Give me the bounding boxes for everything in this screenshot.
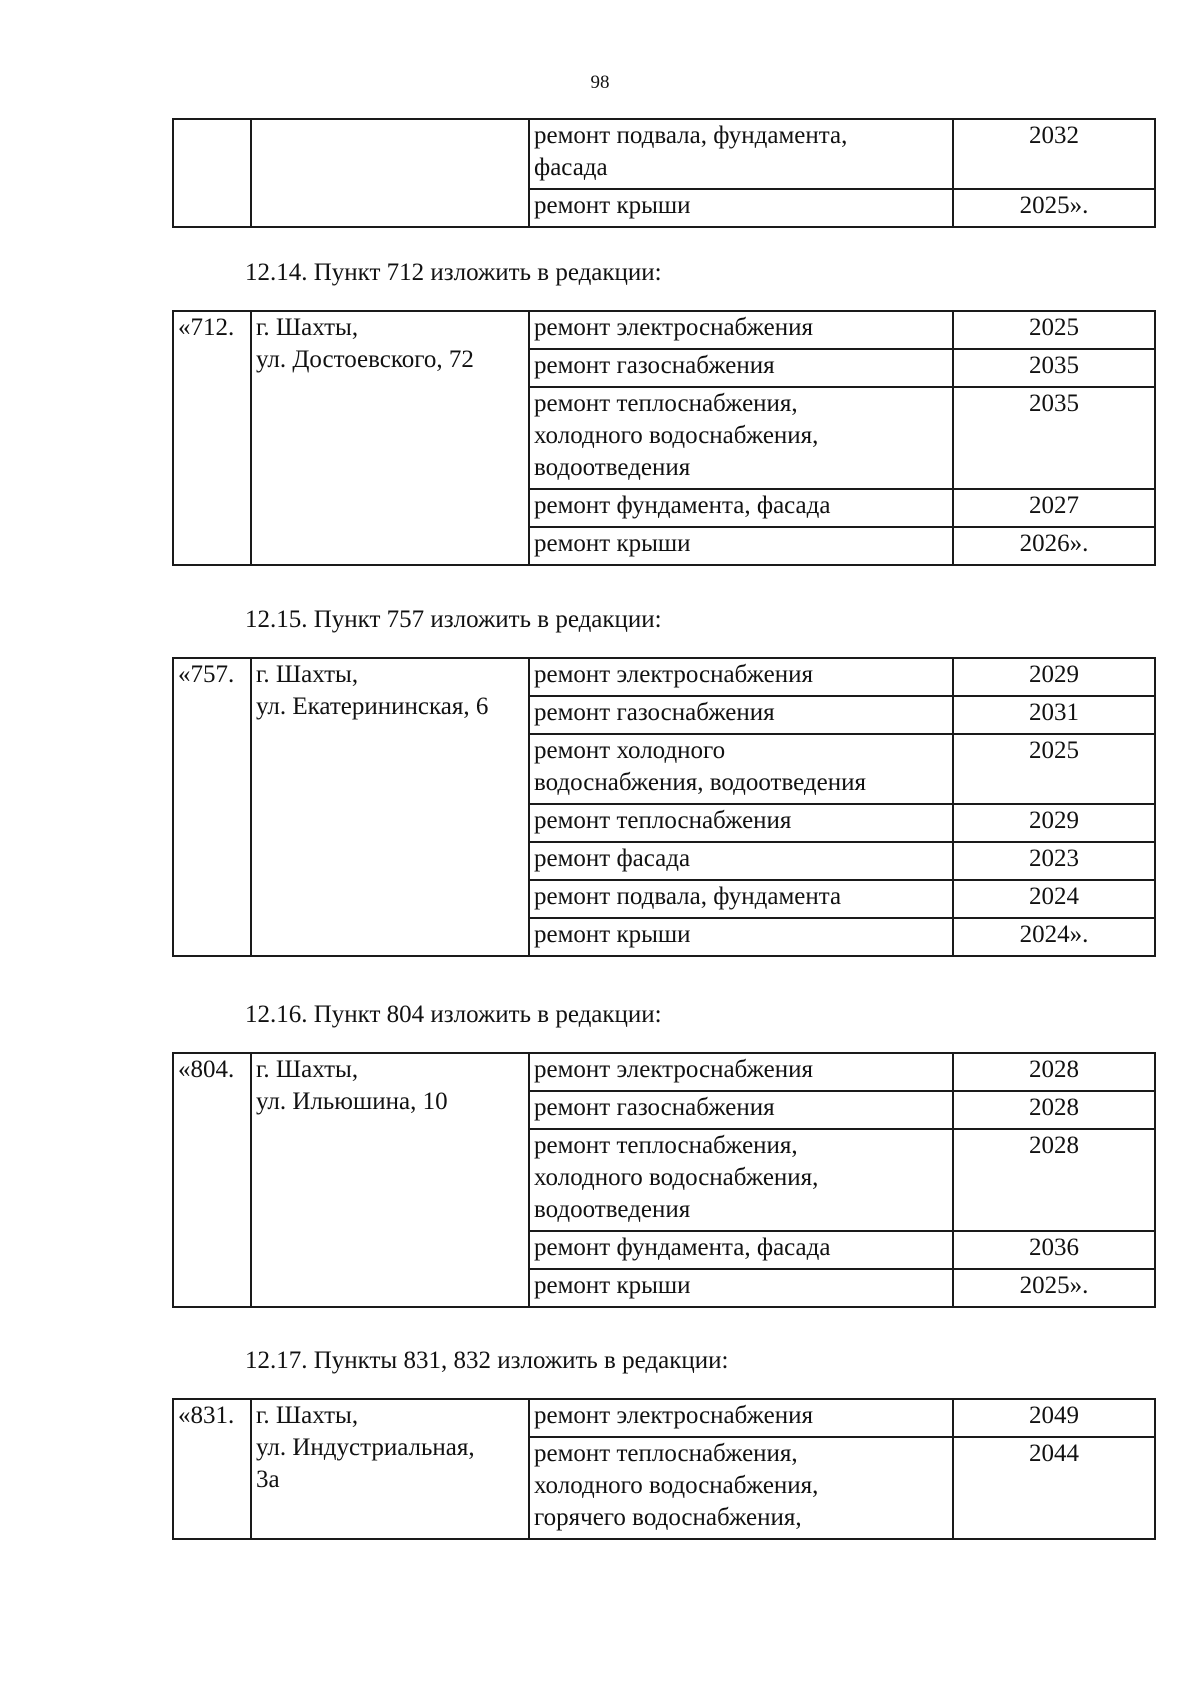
work-year: 2029: [953, 658, 1155, 696]
work-year: 2031: [953, 696, 1155, 734]
table-row: [173, 119, 1155, 189]
work-type: ремонт фасада: [529, 842, 953, 880]
work-year: 2036: [953, 1231, 1155, 1269]
amendment-heading-12-14: 12.14. Пункт 712 изложить в редакции:: [245, 259, 662, 286]
item-address: г. Шахты, ул. Индустриальная, 3а: [251, 1399, 529, 1539]
work-year: 2025».: [953, 189, 1155, 227]
work-type: ремонт подвала, фундамента, фасада: [529, 119, 953, 189]
item-number: «712.: [173, 311, 251, 565]
work-year: 2032: [953, 119, 1155, 189]
work-type: ремонт фундамента, фасада: [529, 1231, 953, 1269]
work-type: ремонт электроснабжения: [529, 1053, 953, 1091]
work-type: ремонт электроснабжения: [529, 658, 953, 696]
work-type: ремонт теплоснабжения, холодного водоснабжения, водоотведения: [529, 1129, 953, 1231]
work-year: 2025».: [953, 1269, 1155, 1307]
work-year: 2025: [953, 734, 1155, 804]
work-year: 2029: [953, 804, 1155, 842]
work-type: ремонт электроснабжения: [529, 311, 953, 349]
amendment-heading-12-17: 12.17. Пункты 831, 832 изложить в редакции:: [245, 1347, 729, 1374]
table-row: [173, 1399, 1155, 1437]
work-type: ремонт электроснабжения: [529, 1399, 953, 1437]
work-type: ремонт газоснабжения: [529, 696, 953, 734]
work-year: 2028: [953, 1053, 1155, 1091]
work-type: ремонт крыши: [529, 527, 953, 565]
table-row: [173, 311, 1155, 349]
works-table-831: [172, 1398, 1156, 1540]
works-table-712: [172, 310, 1156, 566]
item-number: «831.: [173, 1399, 251, 1539]
work-year: 2024».: [953, 918, 1155, 956]
work-year: 2049: [953, 1399, 1155, 1437]
item-number: «757.: [173, 658, 251, 956]
work-type: ремонт фундамента, фасада: [529, 489, 953, 527]
work-year: 2035: [953, 387, 1155, 489]
amendment-heading-12-16: 12.16. Пункт 804 изложить в редакции:: [245, 1001, 662, 1028]
work-year: 2024: [953, 880, 1155, 918]
work-type: ремонт теплоснабжения: [529, 804, 953, 842]
item-address: г. Шахты, ул. Екатерининская, 6: [251, 658, 529, 956]
work-type: ремонт крыши: [529, 918, 953, 956]
work-type: ремонт газоснабжения: [529, 349, 953, 387]
work-type: ремонт газоснабжения: [529, 1091, 953, 1129]
item-address: г. Шахты, ул. Достоевского, 72: [251, 311, 529, 565]
work-year: 2025: [953, 311, 1155, 349]
work-year: 2035: [953, 349, 1155, 387]
page-number: 98: [590, 72, 610, 93]
works-table-continued: [172, 118, 1156, 228]
work-year: 2026».: [953, 527, 1155, 565]
table-row: [173, 658, 1155, 696]
work-year: 2027: [953, 489, 1155, 527]
amendment-heading-12-15: 12.15. Пункт 757 изложить в редакции:: [245, 606, 662, 633]
work-year: 2044: [953, 1437, 1155, 1539]
table-row: [173, 1053, 1155, 1091]
item-address: г. Шахты, ул. Ильюшина, 10: [251, 1053, 529, 1307]
work-type: ремонт крыши: [529, 1269, 953, 1307]
work-type: ремонт теплоснабжения, холодного водоснабжения, водоотведения: [529, 387, 953, 489]
work-type: ремонт теплоснабжения, холодного водоснабжения, горячего водоснабжения,: [529, 1437, 953, 1539]
work-year: 2028: [953, 1091, 1155, 1129]
work-type: ремонт подвала, фундамента: [529, 880, 953, 918]
item-number: «804.: [173, 1053, 251, 1307]
work-type: ремонт холодного водоснабжения, водоотведения: [529, 734, 953, 804]
item-address: [251, 119, 529, 227]
works-table-804: [172, 1052, 1156, 1308]
work-year: 2028: [953, 1129, 1155, 1231]
work-type: ремонт крыши: [529, 189, 953, 227]
works-table-757: [172, 657, 1156, 957]
work-year: 2023: [953, 842, 1155, 880]
item-number: [173, 119, 251, 227]
